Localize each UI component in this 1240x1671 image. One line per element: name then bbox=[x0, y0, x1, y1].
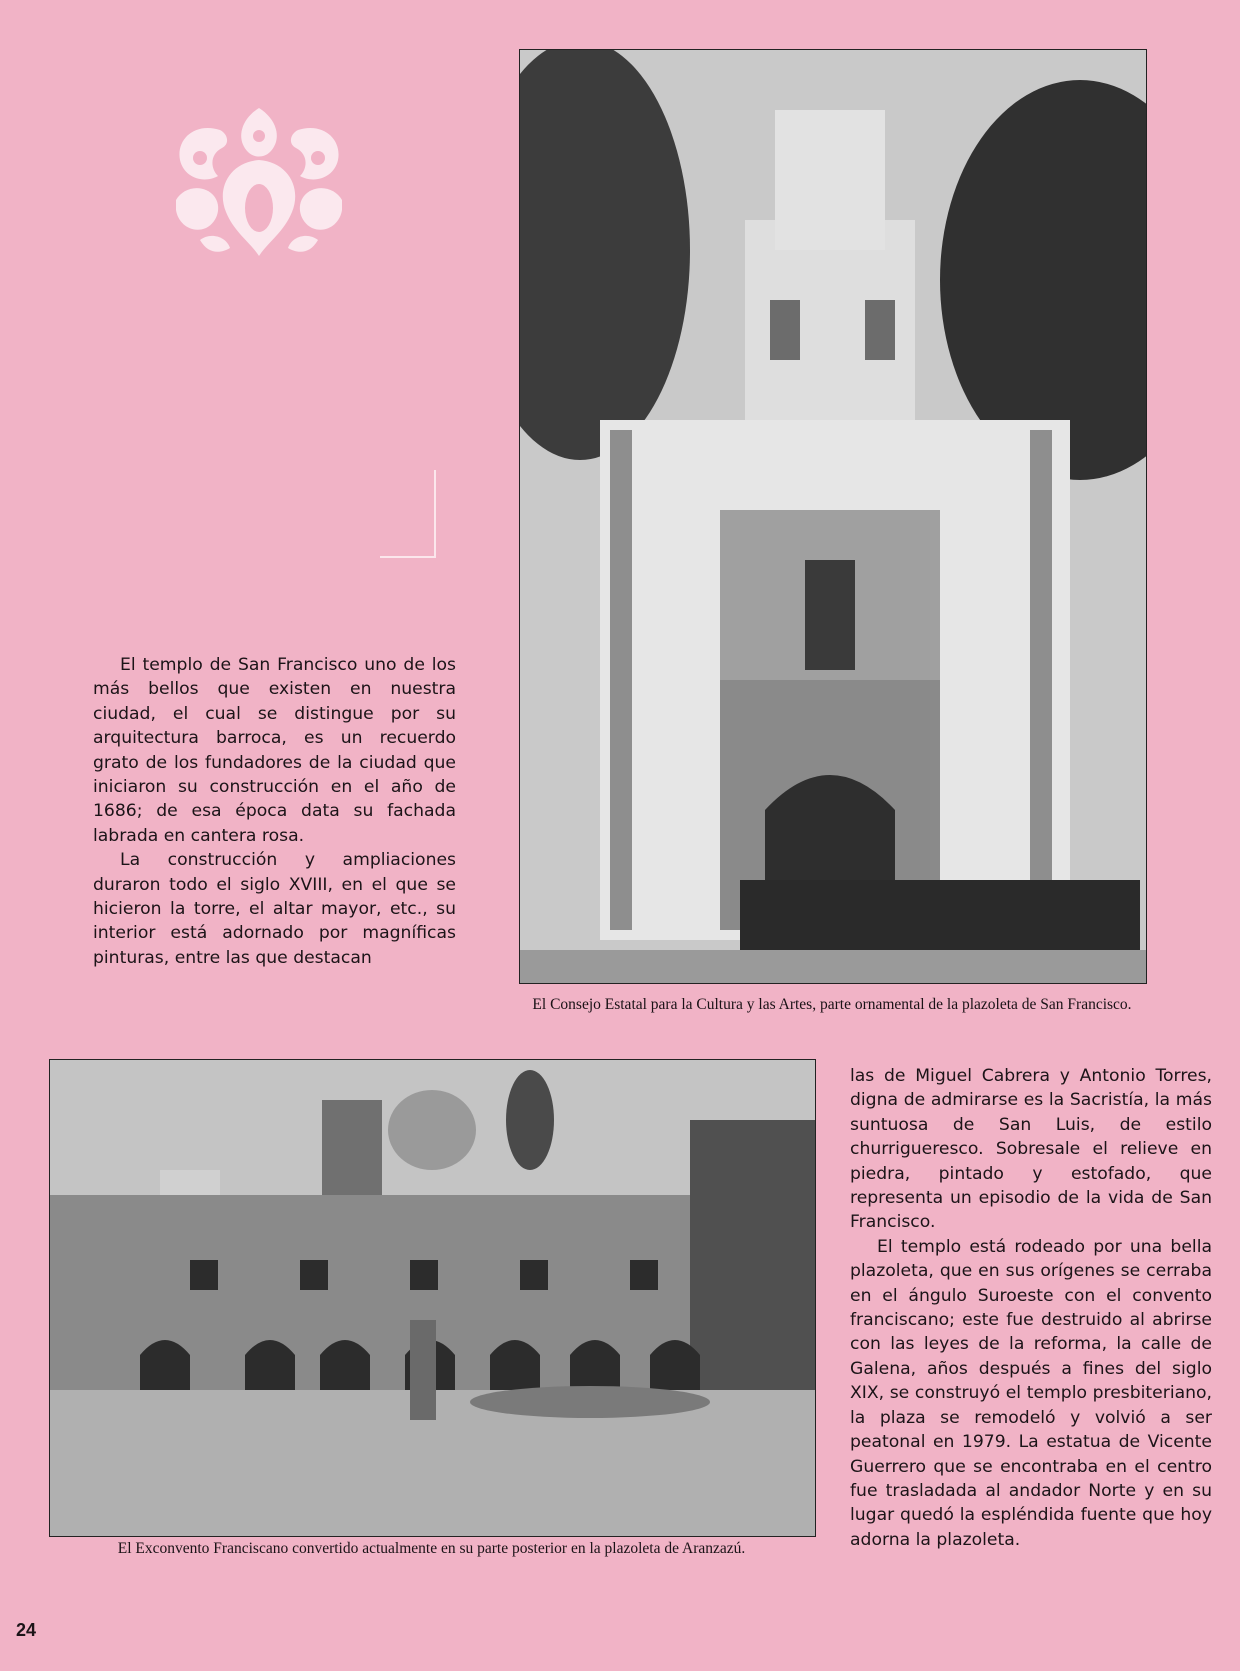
corner-rule-horizontal bbox=[380, 556, 436, 558]
page-number: 24 bbox=[16, 1620, 37, 1640]
convent-plaza-icon bbox=[50, 1060, 815, 1536]
article-right-column bbox=[850, 1064, 1212, 1552]
corner-rule-vertical bbox=[434, 470, 436, 558]
convent-photo-caption: El Exconvento Franciscano convertido actualmente en su parte posterior en la plazoleta de Aranzazú. bbox=[117, 1540, 746, 1557]
church-facade-icon bbox=[520, 50, 1146, 983]
convent-plaza-photo bbox=[49, 1059, 816, 1537]
paragraph: La construcción y ampliaciones duraron todo el siglo XVIII, en el que se hicieron la torre, el altar mayor, etc., su interior está adornado por magníficas pinturas, entre las que destacan bbox=[93, 850, 456, 968]
church-facade-photo bbox=[519, 49, 1147, 984]
article-left-column bbox=[93, 653, 456, 970]
floral-ornament-icon bbox=[170, 100, 348, 262]
paragraph: El templo está rodeado por una bella plazoleta, que en sus orígenes se cerraba en el ángulo Suroeste con el convento franciscano; este fue destruido al abrirse con las leyes de la reforma, la calle de Galena, años después a fines del siglo XIX, se construyó el templo presbiteriano, la plaza se remodeló y volvió a ser peatonal en 1979. La estatua de Vicente Guerrero que se encontraba en el centro fue trasladada al andador Norte y en su lugar quedó la espléndida fuente que hoy adorna la plazoleta. bbox=[850, 1236, 1212, 1550]
paragraph: las de Miguel Cabrera y Antonio Torres, digna de admirarse es la Sacristía, la más suntuosa de San Luis, de estilo churrigueresco. Sobresale el relieve en piedra, pintado y estofado, que representa un episodio de la vida de San Francisco. bbox=[850, 1066, 1212, 1233]
paragraph: El templo de San Francisco uno de los más bellos que existen en nuestra ciudad, el cual se distingue por su arquitectura barroca, es un recuerdo grato de los fundadores de la ciudad que iniciaron su construcción en el año de 1686; de esa época data su fachada labrada en cantera rosa. bbox=[93, 655, 456, 846]
church-photo-caption: El Consejo Estatal para la Cultura y las Artes, parte ornamental de la plazoleta de San Francisco. bbox=[532, 996, 1132, 1013]
